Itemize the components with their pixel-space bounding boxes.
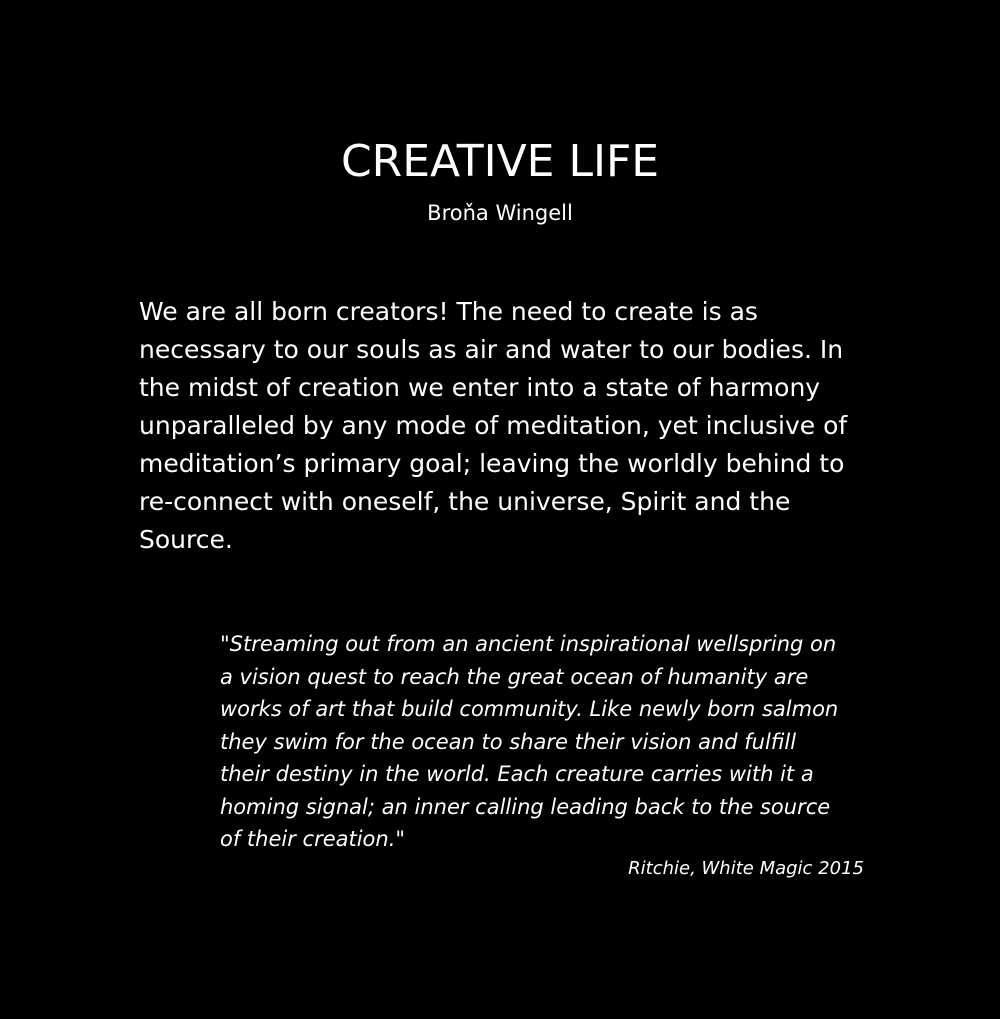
quote-attribution: Ritchie, White Magic 2015 bbox=[628, 858, 864, 879]
quote-line: a vision quest to reach the great ocean of humanity are bbox=[220, 664, 809, 689]
quote-line: works of art that build community. Like newly born salmon bbox=[220, 697, 839, 721]
quote-line: "Streaming out from an ancient inspirational wellspring on bbox=[220, 632, 837, 656]
body-line: the midst of creation we enter into a state of harmony bbox=[139, 373, 821, 402]
body-line: We are all born creators! The need to create is as bbox=[139, 297, 758, 326]
body-line: necessary to our souls as air and water to our bodies. In bbox=[139, 335, 844, 364]
body-line: Source. bbox=[139, 525, 233, 554]
author-name: Broňa Wingell bbox=[427, 201, 573, 225]
body-line: meditation’s primary goal; leaving the worldly behind to bbox=[139, 449, 845, 478]
body-paragraph bbox=[139, 293, 879, 559]
body-line: re-connect with oneself, the universe, Spirit and the bbox=[139, 487, 791, 516]
page-title: CREATIVE LIFE bbox=[340, 136, 660, 187]
body-line: unparalleled by any mode of meditation, yet inclusive of bbox=[139, 411, 848, 440]
quote-line: they swim for the ocean to share their vision and fulfill bbox=[220, 729, 797, 754]
quote-line: of their creation." bbox=[220, 827, 406, 851]
quote-block bbox=[220, 628, 880, 856]
quote-line: homing signal; an inner calling leading back to the source bbox=[220, 794, 831, 819]
quote-line: their destiny in the world. Each creature carries with it a bbox=[220, 762, 814, 786]
